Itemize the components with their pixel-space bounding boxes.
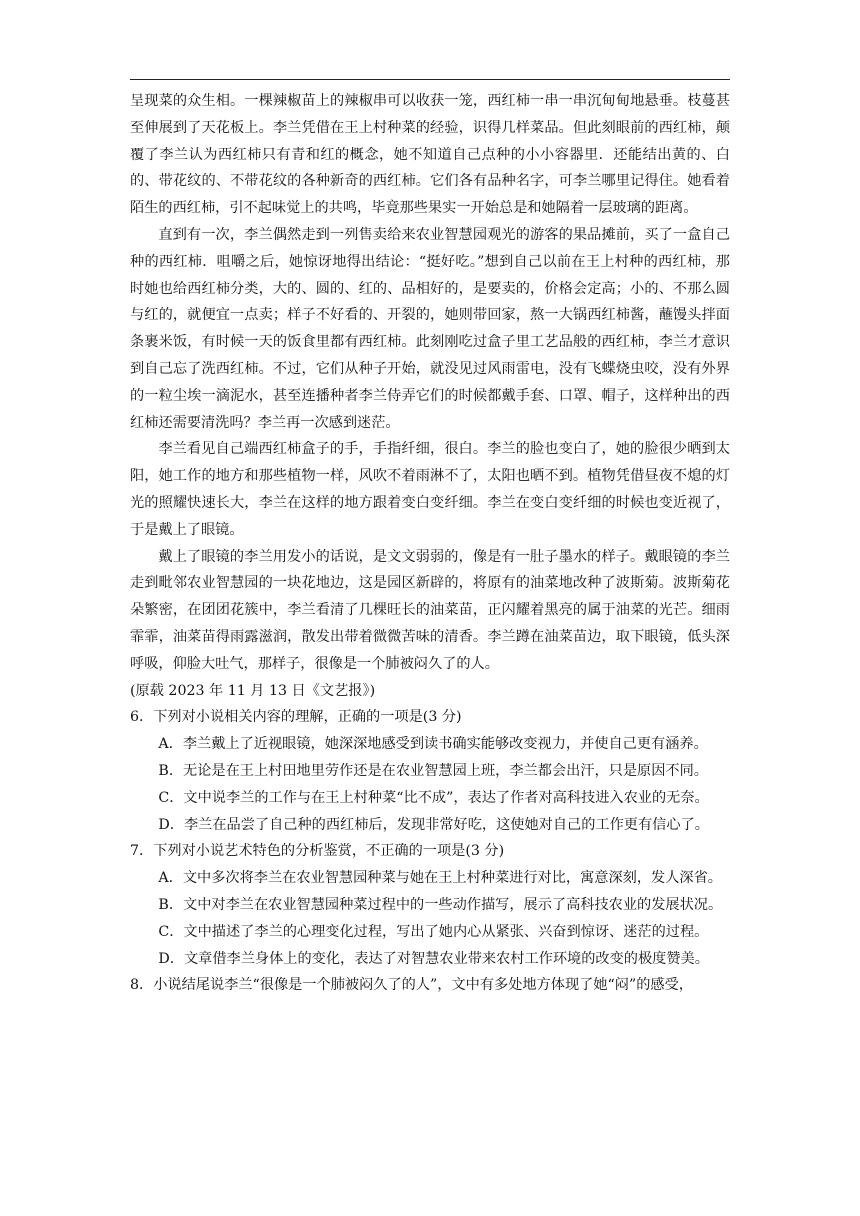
question-7-option-c: C．文中描述了李兰的心理变化过程，写出了她内心从紧张、兴奋到惊讶、迷茫的过程。 [158, 923, 709, 940]
question-7-option-d: D．文章借李兰身体上的变化，表达了对智慧农业带来农村工作环境的改变的极度赞美。 [158, 950, 709, 967]
story-paragraph-4: 戴上了眼镜的李兰用发小的话说，是文文弱弱的，像是有一肚子墨水的样子。戴眼镜的李兰走到毗邻农业智慧园的一块花地边，这是园区新辟的，将原有的油菜地改种了波斯菊。波斯菊花朵繁密，在团团花簇中，李兰看清了几棵旺长的油菜苗，正闪耀着黑亮的属于油菜的光芒。细雨霏霏，油菜苗得雨露滋润，散发出带着微微苦味的清香。李兰蹲在油菜苗边，取下眼镜，低头深呼吸，仰脸大吐气，那样子，很像是一个肺被闷久了的人。 [130, 548, 730, 672]
question-6-option-a: A．李兰戴上了近视眼镜，她深深地感受到读书确实能够改变视力，并使自己更有涵养。 [158, 736, 708, 753]
question-6-option-c: C．文中说李兰的工作与在王上村种菜“比不成”，表达了作者对高科技进入农业的无奈。 [158, 789, 709, 806]
question-6-option-d: D．李兰在品尝了自己种的西红柿后，发现非常好吃，这使她对自己的工作更有信心了。 [158, 816, 709, 833]
question-7-option-a: A．文中多次将李兰在农业智慧园种菜与她在王上村种菜进行对比，寓意深刻，发人深省。 [158, 870, 722, 887]
page-content [130, 88, 730, 999]
question-7-option-b: B．文中对李兰在农业智慧园种菜过程中的一些动作描写，展示了高科技农业的发展状况。 [158, 896, 723, 913]
question-6-stem: 6．下列对小说相关内容的理解，正确的一项是(3 分) [130, 709, 462, 726]
story-paragraph-3: 李兰看见自己端西红柿盒子的手，手指纤细，很白。李兰的脸也变白了，她的脸很少晒到太阳，她工作的地方和那些植物一样，风吹不着雨淋不了，太阳也晒不到。植物凭借昼夜不熄的灯光的照耀快速长大，李兰在这样的地方跟着变白变纤细。李兰在变白变纤细的时候也变近视了，于是戴上了眼镜。 [130, 441, 730, 538]
story-paragraph-1: 呈现菜的众生相。一棵辣椒苗上的辣椒串可以收获一笼，西红柿一串一串沉甸甸地悬垂。枝蔓甚至伸展到了天花板上。李兰凭借在王上村种菜的经验，识得几样菜品。但此刻眼前的西红柿，颠覆了李兰认为西红柿只有青和红的概念，她不知道自己点种的小小容器里．还能结出黄的、白的、带花纹的、不带花纹的各种新奇的西红柿。它们各有品种名字，可李兰哪里记得住。她看着陌生的西红柿，引不起味觉上的共鸣，毕竟那些果实一开始总是和她隔着一层玻璃的距离。 [130, 93, 730, 217]
source-citation: (原载 2023 年 11 月 13 日《文艺报》) [130, 682, 376, 699]
question-6-option-b: B．无论是在王上村田地里劳作还是在农业智慧园上班，李兰都会出汗，只是原因不同。 [158, 762, 708, 779]
question-7-stem: 7．下列对小说艺术特色的分析鉴赏，不正确的一项是(3 分) [130, 843, 505, 860]
story-paragraph-2: 直到有一次，李兰偶然走到一列售卖给来农业智慧园观光的游客的果品摊前，买了一盒自己种的西红柿．咀嚼之后，她惊讶地得出结论：“挺好吃。”想到自己以前在王上村种的西红柿，那时她也给西红柿分类，大的、圆的、红的、品相好的，是要卖的，价格会定高；小的、不那么圆与红的，就便宜一点卖；样子不好看的、开裂的，她则带回家，熬一大锅西红柿酱，蘸馒头拌面条裹米饭，有时候一天的饭食里都有西红柿。此刻刚吃过盒子里工艺品般的西红柿，李兰才意识到自己忘了洗西红柿。不过，它们从种子开始，就没见过风雨雷电，没有飞蝶烧虫咬，没有外界的一粒尘埃一滴泥水，甚至连播种者李兰侍弄它们的时候都戴手套、口罩、帽子，这样种出的西红柿还需要清洗吗？李兰再一次感到迷茫。 [130, 226, 730, 431]
header-rule [130, 79, 730, 80]
question-8-stem: 8．小说结尾说李兰“很像是一个肺被闷久了的人”，文中有多处地方体现了她“闷”的感受， [130, 977, 693, 994]
